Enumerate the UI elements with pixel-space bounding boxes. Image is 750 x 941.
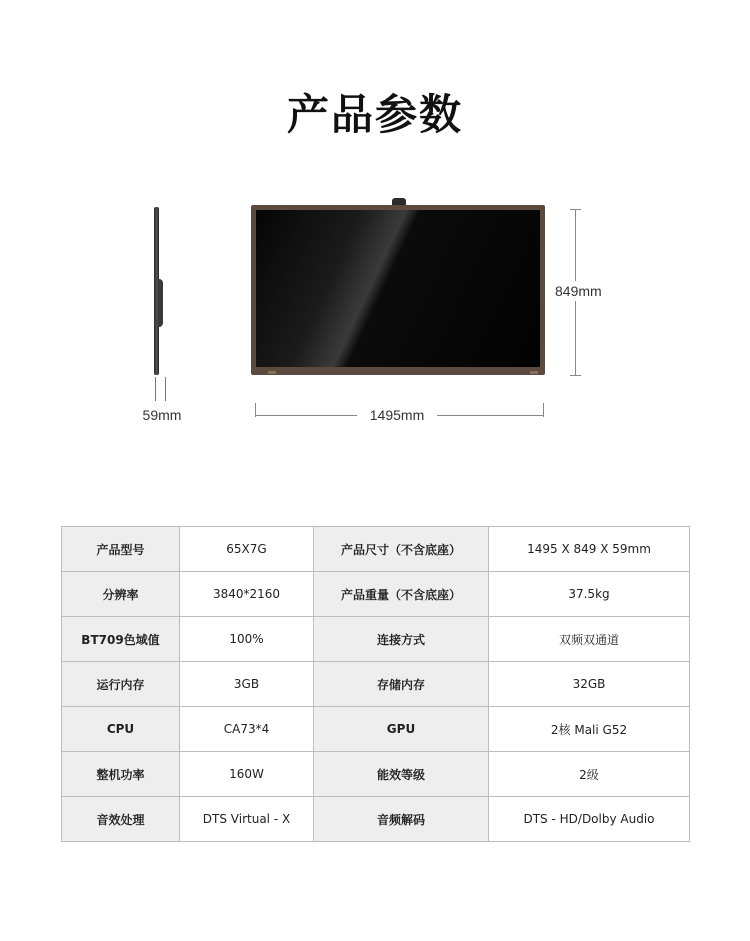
- spec-label: 分辨率: [62, 572, 180, 617]
- width-dimension-label: 1495mm: [369, 407, 425, 423]
- width-dimension-tick-right: [543, 403, 544, 417]
- spec-row: [62, 752, 690, 797]
- spec-value: 3GB: [180, 662, 314, 707]
- tv-front-view: [251, 205, 545, 375]
- spec-row: [62, 662, 690, 707]
- spec-value: 双频双通道: [489, 617, 690, 662]
- spec-value: 2级: [489, 752, 690, 797]
- spec-row: [62, 707, 690, 752]
- spec-row: [62, 572, 690, 617]
- spec-label: BT709色域值: [62, 617, 180, 662]
- spec-value: 37.5kg: [489, 572, 690, 617]
- tv-side-back-bump: [158, 279, 163, 327]
- spec-value: CA73*4: [180, 707, 314, 752]
- spec-label: 存储内存: [314, 662, 489, 707]
- width-dimension-line-left: [255, 415, 357, 416]
- spec-value: 1495 X 849 X 59mm: [489, 527, 690, 572]
- spec-value: 100%: [180, 617, 314, 662]
- spec-value: DTS Virtual - X: [180, 797, 314, 842]
- spec-label: 整机功率: [62, 752, 180, 797]
- spec-label: 能效等级: [314, 752, 489, 797]
- spec-row: [62, 617, 690, 662]
- spec-label: GPU: [314, 707, 489, 752]
- tv-screen: [256, 210, 540, 367]
- width-dimension-line-right: [437, 415, 543, 416]
- spec-label: 产品重量（不含底座）: [314, 572, 489, 617]
- spec-label: 运行内存: [62, 662, 180, 707]
- spec-value: 2核 Mali G52: [489, 707, 690, 752]
- spec-label: 连接方式: [314, 617, 489, 662]
- spec-row: [62, 797, 690, 842]
- page-title: 产品参数: [286, 90, 463, 139]
- spec-value: 160W: [180, 752, 314, 797]
- spec-row: [62, 527, 690, 572]
- spec-label: 产品型号: [62, 527, 180, 572]
- tv-foot-left: [268, 371, 276, 374]
- tv-side-view: [152, 207, 164, 375]
- depth-dimension-marks: [155, 377, 166, 401]
- height-dimension-tick-bottom: [570, 375, 581, 376]
- spec-table: [61, 526, 690, 842]
- spec-label: 产品尺寸（不含底座）: [314, 527, 489, 572]
- spec-label: CPU: [62, 707, 180, 752]
- spec-value: 3840*2160: [180, 572, 314, 617]
- height-dimension-label: 849mm: [555, 283, 602, 299]
- spec-label: 音效处理: [62, 797, 180, 842]
- tv-camera: [392, 198, 406, 205]
- spec-value: 65X7G: [180, 527, 314, 572]
- spec-label: 音频解码: [314, 797, 489, 842]
- tv-foot-right: [530, 371, 538, 374]
- product-dimension-figure: [0, 195, 750, 440]
- spec-value: 32GB: [489, 662, 690, 707]
- spec-value: DTS - HD/Dolby Audio: [489, 797, 690, 842]
- depth-dimension-label: 59mm: [142, 407, 182, 423]
